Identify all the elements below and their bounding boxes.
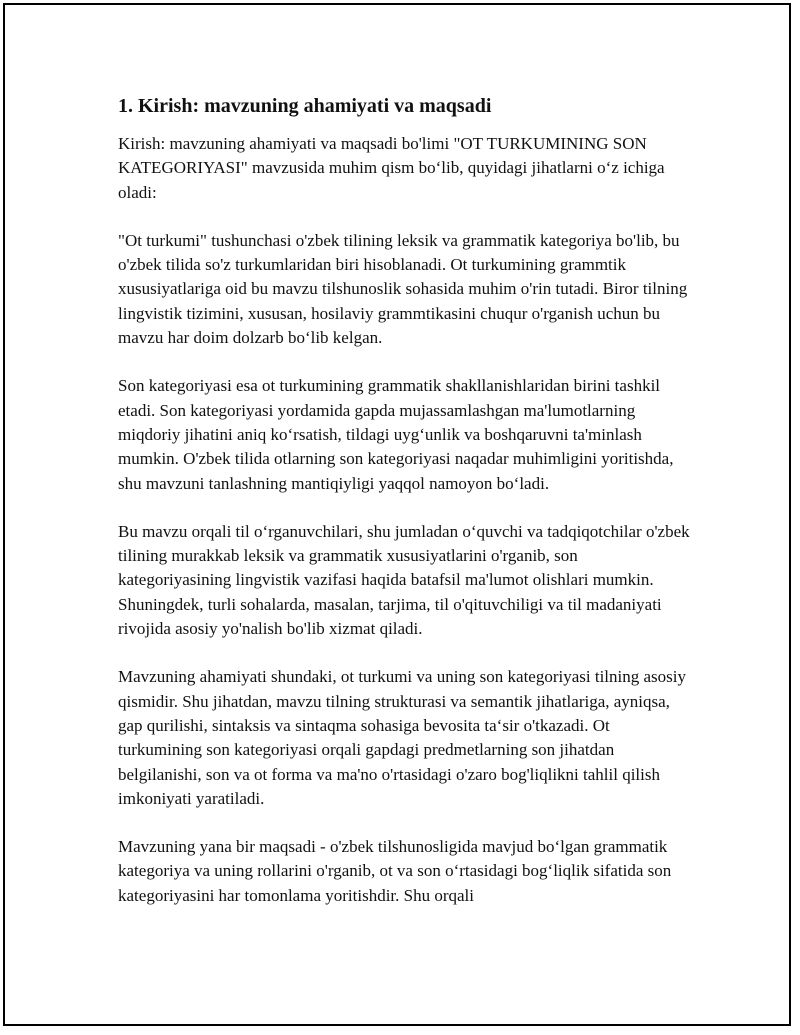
paragraph-2: "Ot turkumi" tushunchasi o'zbek tilining leksik va grammatik kategoriya bo'lib, bu o'zbek tilida so'z turkumlaridan biri hisoblanadi. Ot turkumining grammtik xususiyatlariga oid bu mavzu tilshunoslik sohasida muhim o'rin tutadi. Biror tilning lingvistik tizimini, xususan, hosilaviy grammtikasini chuqur o'rganish uchun bu mavzu har doim dolzarb bo‘lib kelgan. — [118, 230, 688, 348]
paragraph-5: Mavzuning ahamiyati shundaki, ot turkumi va uning son kategoriyasi tilning asosiy qismidir. Shu jihatdan, mavzu tilning strukturasi va semantik jihatlariga, ayniqsa, gap qurilishi, sintaksis va sintaqma sohasiga bevosita ta‘sir o'tkazadi. Ot turkumining son kategoriyasi orqali gapdagi predmetlarning son jihatdan belgilanishi, son va ot forma va ma'no o'rtasidagi o'zaro bog'liqlikni tahlil qilish imkoniyati yaratiladi. — [118, 667, 687, 808]
section-heading: 1. Kirish: mavzuning ahamiyati va maqsadi — [118, 95, 492, 117]
paragraph-4: Bu mavzu orqali til o‘rganuvchilari, shu jumladan o‘quvchi va tadqiqotchilar o'zbek tilining murakkab leksik va grammatik xususiyatlarini o'rganib, son kategoriyasining lingvistik vazifasi haqida batafsil ma'lumot olishlari mumkin. Shuningdek, turli sohalarda, masalan, tarjima, til o'qituvchiligi va til madaniyati rivojida asosiy yo'nalish bo'lib xizmat qiladi. — [118, 521, 690, 639]
paragraph-1: Kirish: mavzuning ahamiyati va maqsadi bo'limi "OT TURKUMINING SON KATEGORIYASI" mavzusida muhim qism bo‘lib, quyidagi jihatlarni o‘z ichiga oladi: — [118, 134, 665, 202]
paragraph-3: Son kategoriyasi esa ot turkumining grammatik shakllanishlaridan birini tashkil etadi. Son kategoriyasi yordamida gapda mujassamlashgan ma'lumotlarning miqdoriy jihatini aniq ko‘rsatish, tildagi uyg‘unlik va boshqaruvni ta'minlash mumkin. O'zbek tilida otlarning son kategoriyasi naqadar muhimligini yoritishda, shu mavzuni tanlashning mantiqiyligi yaqqol namoyon bo‘ladi. — [118, 376, 674, 493]
paragraph-6: Mavzuning yana bir maqsadi - o'zbek tilshunosligida mavjud bo‘lgan grammatik kategoriya va uning rollarini o'rganib, ot va son o‘rtasidagi bog‘liqlik sifatida son kategoriyasini har tomonlama yoritishdir. Shu orqali — [118, 837, 672, 905]
document-body — [118, 92, 693, 932]
